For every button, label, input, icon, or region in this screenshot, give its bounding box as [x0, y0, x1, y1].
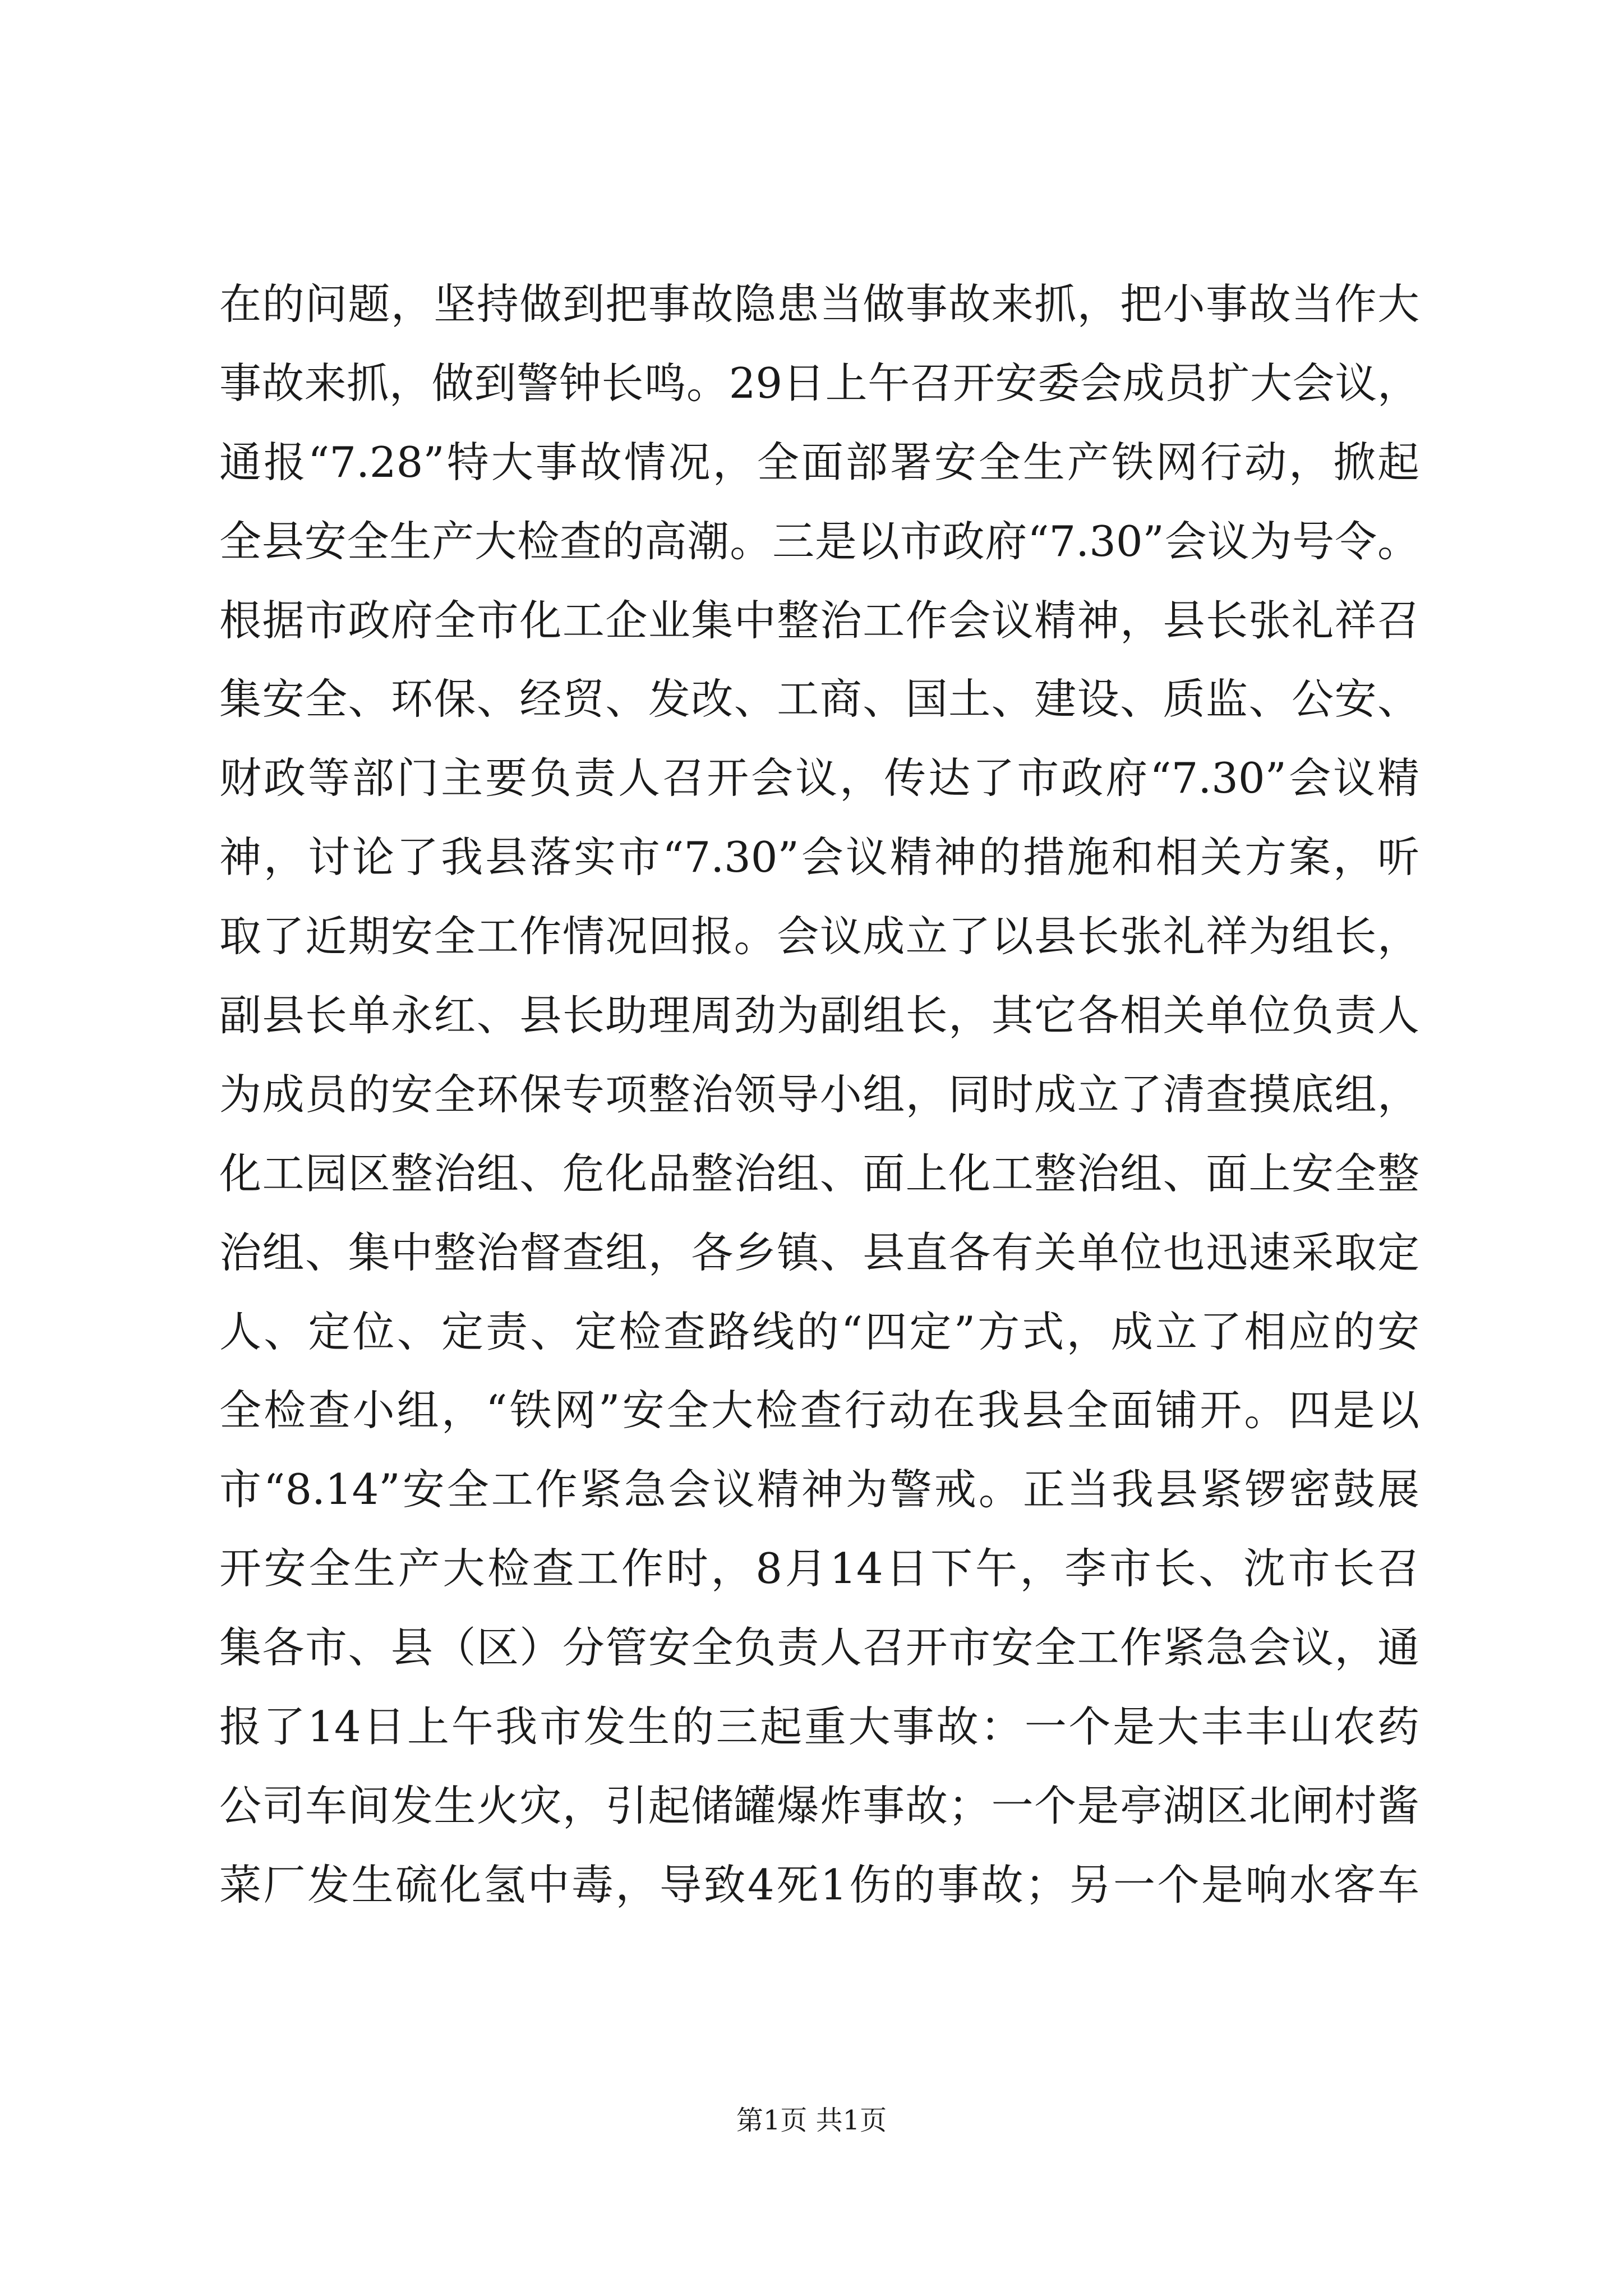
text-line-9: 取了近期安全工作情况回报。会议成立了以县长张礼祥为组长，	[219, 912, 1419, 961]
body-text	[219, 265, 1419, 1925]
text-line-16: 市“8.14”安全工作紧急会议精神为警戒。正当我县紧锣密鼓展	[219, 1465, 1419, 1515]
text-line-17: 开安全生产大检查工作时，8月14日下午，李市长、沈市长召	[219, 1544, 1419, 1594]
text-line-3: 通报“7.28”特大事故情况，全面部署安全生产铁网行动，掀起	[219, 437, 1419, 487]
text-line-11: 为成员的安全环保专项整治领导小组，同时成立了清查摸底组，	[219, 1069, 1419, 1119]
text-line-4: 全县安全生产大检查的高潮。三是以市政府“7.30”会议为号令。	[219, 516, 1419, 566]
text-line-12: 化工园区整治组、危化品整治组、面上化工整治组、面上安全整	[219, 1148, 1419, 1198]
page-number-label: 第1页 共1页	[736, 2105, 887, 2136]
text-line-5: 根据市政府全市化工企业集中整治工作会议精神，县长张礼祥召	[219, 595, 1419, 645]
text-line-19: 报了14日上午我市发生的三起重大事故：一个是大丰丰山农药	[219, 1702, 1419, 1752]
page-footer	[0, 2102, 1623, 2138]
text-line-21: 菜厂发生硫化氢中毒，导致4死1伤的事故；另一个是响水客车	[219, 1860, 1419, 1910]
text-line-2: 事故来抓，做到警钟长鸣。29日上午召开安委会成员扩大会议，	[219, 358, 1419, 408]
text-line-6: 集安全、环保、经贸、发改、工商、国土、建设、质监、公安、	[219, 674, 1419, 724]
text-line-8: 神，讨论了我县落实市“7.30”会议精神的措施和相关方案，听	[219, 832, 1419, 882]
text-line-14: 人、定位、定责、定检查路线的“四定”方式，成立了相应的安	[219, 1306, 1419, 1356]
text-line-18: 集各市、县（区）分管安全负责人召开市安全工作紧急会议，通	[219, 1623, 1419, 1673]
text-line-15: 全检查小组，“铁网”安全大检查行动在我县全面铺开。四是以	[219, 1386, 1419, 1435]
text-line-13: 治组、集中整治督查组，各乡镇、县直各有关单位也迅速采取定	[219, 1227, 1419, 1277]
text-line-7: 财政等部门主要负责人召开会议，传达了市政府“7.30”会议精	[219, 753, 1419, 803]
text-line-20: 公司车间发生火灾，引起储罐爆炸事故；一个是亭湖区北闸村酱	[219, 1780, 1419, 1830]
text-line-10: 副县长单永红、县长助理周劲为副组长，其它各相关单位负责人	[219, 991, 1419, 1041]
text-line-1: 在的问题，坚持做到把事故隐患当做事故来抓，把小事故当作大	[219, 279, 1419, 329]
